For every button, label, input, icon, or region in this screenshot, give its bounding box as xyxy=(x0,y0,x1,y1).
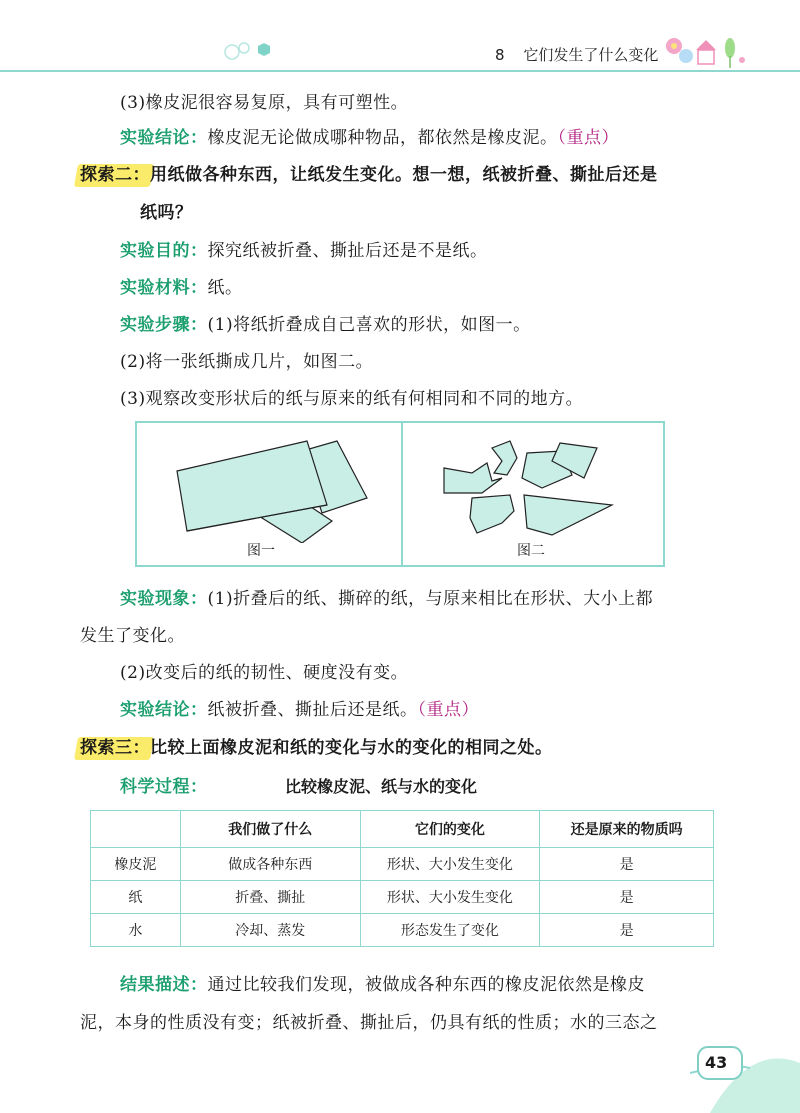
chapter-number: 8 xyxy=(495,46,505,64)
table-header-cell: 还是原来的物质吗 xyxy=(540,811,714,848)
explore2-text: 用纸做各种东西，让纸发生变化。想一想，纸被折叠、撕扯后还是 xyxy=(150,165,658,185)
table-title: 比较橡皮泥、纸与水的变化 xyxy=(285,777,478,796)
table-header-cell: 我们做了什么 xyxy=(180,811,360,848)
conclusion1-line xyxy=(120,123,619,148)
figure-divider xyxy=(401,423,403,565)
figure1-caption: 图一 xyxy=(247,543,275,559)
table-row xyxy=(91,881,714,914)
steps-line xyxy=(120,310,531,335)
conclusion2-line xyxy=(120,695,479,720)
header-rule xyxy=(0,70,800,72)
phenomenon-line3: (2)改变后的纸的韧性、硬度没有变。 xyxy=(120,663,409,683)
table-cell: 折叠、撕扯 xyxy=(180,881,360,914)
figure2-caption: 图二 xyxy=(517,543,545,559)
table-header-row xyxy=(91,811,714,848)
process-line xyxy=(120,772,208,797)
table-row xyxy=(91,914,714,947)
phenomenon-line2: 发生了变化。 xyxy=(80,626,185,646)
table-cell: 纸 xyxy=(91,881,181,914)
conclusion2-label: 实验结论： xyxy=(120,700,208,720)
table-row xyxy=(91,848,714,881)
materials-line xyxy=(120,273,243,298)
plasticity-line: (3)橡皮泥很容易复原，具有可塑性。 xyxy=(120,93,409,113)
purpose-label: 实验目的： xyxy=(120,241,208,261)
process-label: 科学过程： xyxy=(120,777,208,797)
step1-text: (1)将纸折叠成自己喜欢的形状，如图一。 xyxy=(207,315,531,335)
figure-box xyxy=(135,421,665,567)
table-cell: 冷却、蒸发 xyxy=(180,914,360,947)
conclusion2-text: 纸被折叠、撕扯后还是纸。 xyxy=(207,700,418,720)
explore3-tag: 探索三： xyxy=(80,733,150,758)
materials-label: 实验材料： xyxy=(120,278,208,298)
explore3-line xyxy=(80,733,553,758)
phenomenon-line xyxy=(120,584,653,609)
folded-paper-illustration xyxy=(167,433,387,543)
table-header-cell xyxy=(91,811,181,848)
conclusion1-text: 橡皮泥无论做成哪种物品，都依然是橡皮泥。 xyxy=(207,128,558,148)
table-cell: 是 xyxy=(540,881,714,914)
phenomenon-label: 实验现象： xyxy=(120,589,208,609)
explore2-line2: 纸吗？ xyxy=(140,203,193,223)
table-cell: 橡皮泥 xyxy=(91,848,181,881)
result-text1: 通过比较我们发现，被做成各种东西的橡皮泥依然是橡皮 xyxy=(207,975,645,995)
phenomenon-text1: (1)折叠后的纸、撕碎的纸，与原来相比在形状、大小上都 xyxy=(207,589,654,609)
torn-paper-illustration xyxy=(432,433,652,543)
bubbles-decoration-icon xyxy=(222,38,282,66)
table-cell: 做成各种东西 xyxy=(180,848,360,881)
chapter-title: 它们发生了什么变化 xyxy=(523,46,659,64)
purpose-line xyxy=(120,236,488,261)
step2-line: (2)将一张纸撕成几片，如图二。 xyxy=(120,352,374,372)
explore2-tag: 探索二： xyxy=(80,160,150,185)
flower-house-decoration-icon xyxy=(660,32,750,72)
steps-label: 实验步骤： xyxy=(120,315,208,335)
table-header-cell: 它们的变化 xyxy=(360,811,540,848)
materials-text: 纸。 xyxy=(207,278,243,298)
result-line2: 泥，本身的性质没有变；纸被折叠、撕扯后，仍具有纸的性质；水的三态之 xyxy=(80,1013,658,1033)
table-cell: 形状、大小发生变化 xyxy=(360,881,540,914)
explore3-text: 比较上面橡皮泥和纸的变化与水的变化的相同之处。 xyxy=(150,738,553,758)
table-cell: 形态发生了变化 xyxy=(360,914,540,947)
purpose-text: 探究纸被折叠、撕扯后还是不是纸。 xyxy=(207,241,488,261)
conclusion2-key-mark: （重点） xyxy=(417,700,479,720)
conclusion1-key-mark: （重点） xyxy=(557,128,619,148)
result-line xyxy=(120,970,645,995)
explore2-line xyxy=(80,160,658,185)
table-cell: 形状、大小发生变化 xyxy=(360,848,540,881)
table-cell: 是 xyxy=(540,914,714,947)
page-number: 43 xyxy=(705,1053,728,1072)
comparison-table xyxy=(90,810,714,947)
result-label: 结果描述： xyxy=(120,975,208,995)
conclusion1-label: 实验结论： xyxy=(120,128,208,148)
table-cell: 是 xyxy=(540,848,714,881)
chapter-header xyxy=(495,44,658,65)
step3-line: (3)观察改变形状后的纸与原来的纸有何相同和不同的地方。 xyxy=(120,389,584,409)
table-cell: 水 xyxy=(91,914,181,947)
page-number-decoration-icon xyxy=(690,1033,800,1113)
